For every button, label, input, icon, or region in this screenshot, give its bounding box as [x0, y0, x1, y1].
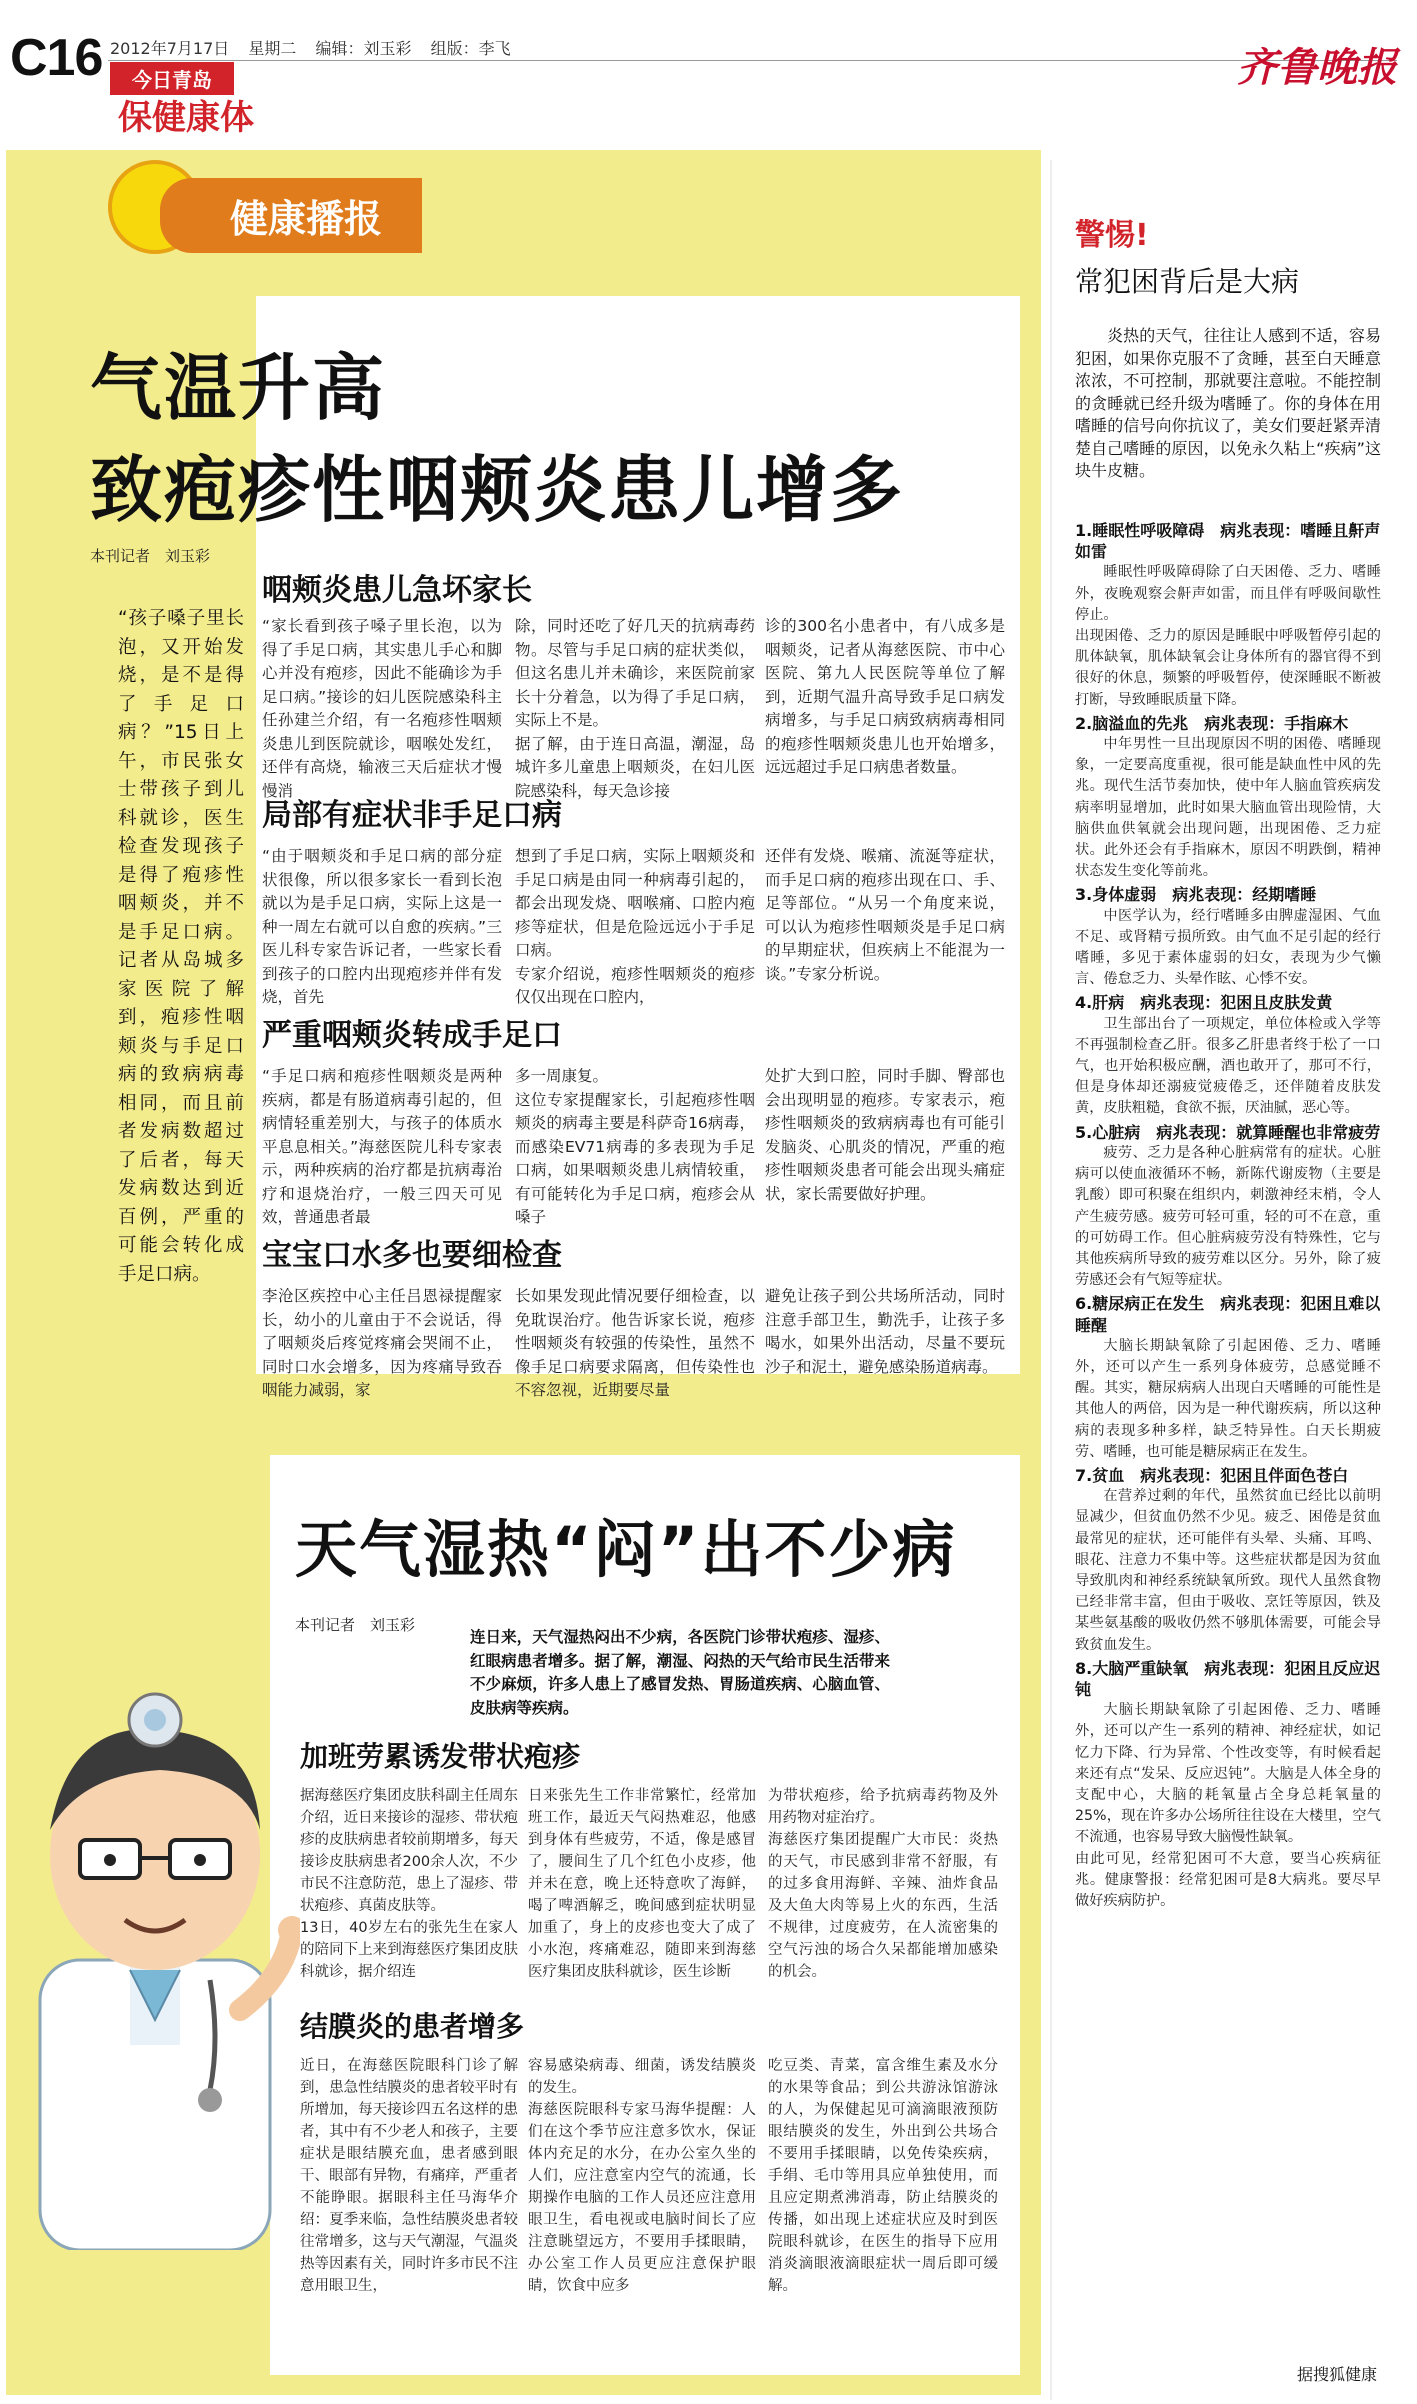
column-text: 想到了手足口病，实际上咽颊炎和手足口病是由同一种病毒引起的，都会出现发烧、咽喉痛、口腔内疱疹等症状，但是危险远远小于手足口病。 专家介绍说，疱疹性咽颊炎的疱疹仅仅出现在口腔内， — [515, 847, 755, 1006]
subhead: 加班劳累诱发带状疱疹 — [300, 1740, 581, 1773]
column-text: “家长看到孩子嗓子里长泡，以为得了手足口病，其实患儿手心和脚心并没有疱疹，因此不能确诊为手足口病。”接诊的妇儿医院感染科主任孙建兰介绍，有一名疱疹性咽颊炎患儿到医院就诊，咽喉处发红，还伴有高烧，输液三天后症状才慢慢消 — [262, 617, 502, 800]
item-text: 卫生部出台了一项规定，单位体检或入学等不再强制检查乙肝。很多乙肝患者终于松了一口气，也开始积极应酬，酒也敢开了，那可不行，但是身体却还溺疲觉疲倦乏，还伴随着皮肤发黄，皮肤粗糙，食欲不振，厌油腻，恶心等。 — [1075, 1015, 1381, 1117]
item-heading: 7.贫血 病兆表现：犯困且伴面色苍白 — [1075, 1465, 1349, 1485]
sidebar-list — [1075, 518, 1381, 1912]
item-heading: 4.肝病 病兆表现：犯困且皮肤发黄 — [1075, 993, 1333, 1013]
editor-credit: 编辑：刘玉彩 — [315, 39, 412, 58]
item-text: 大脑长期缺氧除了引起困倦、乏力、嗜睡外，还可以产生一系列的精神、神经症状，如记忆力下降、行为异常、个性改变等，有时候看起来还有点“发呆、反应迟钝”。大脑是人体全身的支配中心，大脑的耗氧量占全身总耗氧量的25%，现在许多办公场所往往设在大楼里，空气不流通，也容易导致大脑慢性缺氧。 由此可见，经常犯困可不大意，要当心疾病征兆。健康警报：经常犯困可是8大病兆。要尽早做好疾病防护。 — [1075, 1702, 1381, 1909]
subhead: 局部有症状非手足口病 — [262, 798, 562, 833]
section-badge: 健康播报 — [160, 178, 422, 253]
subhead: 严重咽颊炎转成手足口 — [262, 1018, 562, 1053]
column-text: 处扩大到口腔，同时手脚、臀部也会出现明显的疱疹。专家表示，疱疹性咽颊炎的致病病毒也有可能引发脑炎、心肌炎的情况，严重的疱疹性咽颊炎患者可能会出现头痛症状，家长需要做好护理。 — [765, 1067, 1005, 1203]
paper-logo: 齐鲁晚报 — [1237, 44, 1397, 91]
column-text: 为带状疱疹，给予抗病毒药物及外用药物对症治疗。 海慈医疗集团提醒广大市民：炎热的天气，市民感到非常不舒服，有的过多食用海鲜、辛辣、油炸食品及大鱼大肉等易上火的东西，生活不规律，过度疲劳，在人流密集的空气污浊的场合久呆都能增加感染的机会。 — [768, 1788, 998, 1980]
lead-column: “孩子嗓子里长泡，又开始发烧，是不是得了手足口病？”15日上午，市民张女士带孩子到儿科就诊，医生检查发现孩子是得了疱疹性咽颊炎，并不是手足口病。记者从岛城多家医院了解到，疱疹性咽颊炎与手足口病的致病病毒相同，而且前者发病数超过了后者，每天发病数达到近百例，严重的可能会转化成手足口病。 — [118, 608, 244, 1285]
item-text: 睡眠性呼吸障碍除了白天困倦、乏力、嗜睡外，夜晚观察会鼾声如雷，而且伴有呼吸间歇性停止。 出现困倦、乏力的原因是睡眠中呼吸暂停引起的肌体缺氧，肌体缺氧会让身体所有的器官得不到很好的休息，频繁的呼吸暂停，使深睡眠不断被打断，导致睡眠质量下降。 — [1075, 564, 1381, 708]
column-text: 除，同时还吃了好几天的抗病毒药物。尽管与手足口病的症状类似，但这名患儿并未确诊，来医院前家长十分着急，以为得了手足口病，实际上不是。 据了解，由于连日高温，潮湿，岛城许多儿童患上咽颊炎，在妇儿医院感染科，每天急诊接 — [515, 617, 755, 800]
column-text: 日来张先生工作非常繁忙，经常加班工作，最近天气闷热难忍，他感到身体有些疲劳，不适，像是感冒了，腰间生了几个红色小皮疹，他并未在意，晚上还特意吹了海鲜，喝了啤酒解乏，晚间感到症状明显加重了，身上的皮疹也变大了成了小水泡，疼痛难忍，随即来到海慈医疗集团皮肤科就诊，医生诊断 — [528, 1788, 756, 1980]
column-text: “由于咽颊炎和手足口病的部分症状很像，所以很多家长一看到长泡就以为是手足口病，实际上这是一种一周左右就可以自愈的疾病。”三医儿科专家告诉记者，一些家长看到孩子的口腔内出现疱疹并伴有发烧，首先 — [262, 847, 502, 1006]
sidebar-intro: 炎热的天气，往往让人感到不适，容易犯困，如果你克服不了贪睡，甚至白天睡意浓浓，不可控制，那就要注意啦。不能控制的贪睡就已经升级为嗜睡了。你的身体在用嗜睡的信号向你抗议了，美女们要赶紧弄清楚自己嗜睡的原因，以免永久粘上“疾病”这块牛皮糖。 — [1075, 326, 1381, 480]
item-text: 中医学认为，经行嗜睡多由脾虚湿困、气血不足、或肾精亏损所致。由气血不足引起的经行嗜睡，多见于素体虚弱的妇女，表现为少气懒言、倦怠乏力、头晕作眩、心悸不安。 — [1075, 907, 1381, 988]
section-tag: 今日青岛 — [110, 62, 234, 95]
layout-credit: 组版：李飞 — [430, 39, 511, 58]
column-text: 长如果发现此情况要仔细检查，以免耽误治疗。他告诉家长说，疱疹性咽颊炎有较强的传染性，虽然不像手足口病要求隔离，但传染性也不容忽视，近期要尽量 — [515, 1287, 755, 1399]
item-heading: 3.身体虚弱 病兆表现：经期嗜睡 — [1075, 885, 1317, 905]
issue-date: 2012年7月17日 — [110, 39, 230, 58]
page-number: C16 — [10, 29, 103, 87]
column-text: 李沧区疾控中心主任吕恩禄提醒家长，幼小的儿童由于不会说话，得了咽颊炎后疼觉疼痛会哭闹不止，同时口水会增多，因为疼痛导致吞咽能力减弱，家 — [262, 1287, 502, 1399]
item-heading: 8.大脑严重缺氧 病兆表现：犯困且反应迟钝 — [1075, 1658, 1381, 1699]
subhead: 宝宝口水多也要细检查 — [262, 1238, 562, 1273]
subhead: 结膜炎的患者增多 — [300, 2010, 525, 2043]
sidebar-source: 据搜狐健康 — [1296, 2365, 1377, 2384]
article2-lead: 连日来，天气湿热闷出不少病，各医院门诊带状疱疹、湿疹、红眼病患者增多。据了解，潮湿、闷热的天气给市民生活带来不少麻烦，许多人患上了感冒发热、胃肠道疾病、心脑血管、皮肤病等疾病。 — [470, 1628, 890, 1717]
list-item — [1075, 1293, 1381, 1463]
byline: 本刊记者 刘玉彩 — [90, 547, 211, 565]
article2-byline: 本刊记者 刘玉彩 — [295, 1616, 416, 1634]
sidebar-title: 常犯困背后是大病 — [1075, 265, 1300, 298]
list-item — [1075, 992, 1381, 1119]
list-item — [1075, 520, 1381, 711]
headline-line1: 气温升高 — [90, 346, 387, 430]
section-name: 保健康体 — [118, 98, 254, 138]
item-heading: 5.心脏病 病兆表现：就算睡醒也非常疲劳 — [1075, 1122, 1381, 1142]
item-text: 在营养过剩的年代，虽然贫血已经比以前明显减少，但贫血仍然不少见。疲乏、困倦是贫血最常见的症状，还可能伴有头晕、头痛、耳鸣、眼花、注意力不集中等。这些症状都是因为贫血导致肌肉和神经系统缺氧所致。现代人虽然食物已经非常丰富，但由于吸收、烹饪等原因，铁及某些氨基酸的吸收仍然不够肌体需要，可能会导致贫血发生。 — [1075, 1488, 1381, 1653]
headline-line2: 致疱疹性咽颊炎患儿增多 — [90, 448, 905, 532]
column-text: 还伴有发烧、喉痛、流涎等症状，而手足口病的疱疹出现在口、手、足等部位。“从另一个角度来说，可以认为疱疹性咽颊炎是手足口病的早期症状，但疾病上不能混为一谈。”专家分析说。 — [765, 847, 1005, 983]
issue-weekday: 星期二 — [248, 39, 297, 58]
list-item — [1075, 1122, 1381, 1292]
item-text: 大脑长期缺氧除了引起困倦、乏力、嗜睡外，还可以产生一系列身体疲劳，总感觉睡不醒。其实，糖尿病病人出现白天嗜睡的可能性是其他人的两倍，因为是一种代谢疾病，所以这种病的表现多种多样，缺乏特异性。白天长期疲劳、嗜睡，也可能是糖尿病正在发生。 — [1075, 1337, 1381, 1460]
list-item — [1075, 1658, 1381, 1912]
column-text: 容易感染病毒、细菌，诱发结膜炎的发生。 海慈医院眼科专家马海华提醒：人们在这个季节应注意多饮水，保证体内充足的水分，在办公室久坐的人们，应注意室内空气的流通，长期操作电脑的工作人员还应注意用眼卫生，看电视或电脑时间长了应注意眺望远方，不要用手揉眼睛，办公室工作人员更应注意保护眼睛，饮食中应多 — [528, 2058, 756, 2294]
masthead-meta — [110, 36, 525, 59]
item-heading: 6.糖尿病正在发生 病兆表现：犯困且难以睡醒 — [1075, 1294, 1381, 1335]
item-text: 疲劳、乏力是各种心脏病常有的症状。心脏病可以使血液循环不畅，新陈代谢废物（主要是乳酸）即可积聚在组织内，刺激神经末梢，令人产生疲劳感。疲劳可轻可重，轻的可不在意，重的可妨碍工作。但心脏病疲劳没有特殊性，它与其他疾病所导致的疲劳难以区分。另外，除了疲劳感还会有气短等症状。 — [1075, 1144, 1381, 1289]
column-text: 吃豆类、青菜，富含维生素及水分的水果等食品；到公共游泳馆游泳的人，为保健起见可滴滴眼液预防眼结膜炎的发生，外出到公共场合不要用手揉眼睛，以免传染疾病，手绢、毛巾等用具应单独使用，而且应定期煮沸消毒，防止结膜炎的传播，如出现上述症状应及时到医院眼科就诊，在医生的指导下应用消炎滴眼液滴眼症状一周后即可缓解。 — [768, 2058, 998, 2294]
list-item — [1075, 713, 1381, 883]
column-text: 避免让孩子到公共场所活动，同时注意手部卫生，勤洗手，让孩子多喝水，如果外出活动，尽量不要玩沙子和泥土，避免感染肠道病毒。 — [765, 1287, 1005, 1376]
subhead: 咽颊炎患儿急坏家长 — [262, 573, 532, 608]
list-item — [1075, 1465, 1381, 1656]
column-text: 诊的300名小患者中，有八成多是咽颊炎，记者从海慈医院、市中心医院、第九人民医院等单位了解到，近期气温升高导致手足口病发病增多，与手足口病致病病毒相同的疱疹性咽颊炎患儿也开始增多，远远超过手足口病患者数量。 — [765, 617, 1005, 776]
article2-headline: 天气湿热“闷”出不少病 — [295, 1513, 957, 1586]
sidebar-warn: 警惕! — [1075, 218, 1149, 253]
column-text: 多一周康复。 这位专家提醒家长，引起疱疹性咽颊炎的病毒主要是科萨奇16病毒，而感染EV71病毒的多表现为手足口病，如果咽颊炎患儿病情较重，有可能转化为手足口病，疱疹会从嗓子 — [515, 1067, 755, 1226]
item-heading: 1.睡眠性呼吸障碍 病兆表现：嗜睡且鼾声如雷 — [1075, 521, 1381, 562]
item-text: 中年男性一旦出现原因不明的困倦、嗜睡现象，一定要高度重视，很可能是缺血性中风的先兆。现代生活节奏加快，使中年人脑血管疾病发病率明显增加，此时如果大脑血管出现险情，大脑供血供氧就会出现问题，出现困倦、乏力症状。此外还会有手指麻木，原因不明跌倒，精神状态发生变化等前兆。 — [1075, 736, 1381, 880]
item-heading: 2.脑溢血的先兆 病兆表现：手指麻木 — [1075, 713, 1349, 733]
doctor-illustration — [10, 1680, 300, 2250]
column-text: “手足口病和疱疹性咽颊炎是两种疾病，都是有肠道病毒引起的，但病情轻重差别大，与孩子的体质水平息息相关。”海慈医院儿科专家表示，两种疾病的治疗都是抗病毒治疗和退烧治疗，一般三四天可见效，普通患者最 — [262, 1067, 502, 1226]
masthead-rule — [108, 60, 1397, 61]
column-text: 近日，在海慈医院眼科门诊了解到，患急性结膜炎的患者较平时有所增加，每天接诊四五名这样的患者，其中有不少老人和孩子，主要症状是眼结膜充血，患者感到眼干、眼部有异物，有痛痒，严重者不能睁眼。据眼科主任马海华介绍：夏季来临，急性结膜炎患者较往常增多，这与天气潮湿，气温炎热等因素有关，同时许多市民不注意用眼卫生， — [300, 2058, 518, 2294]
column-text: 据海慈医疗集团皮肤科副主任周东介绍，近日来接诊的湿疹、带状疱疹的皮肤病患者较前期增多，每天接诊皮肤病患者200余人次，不少市民不注意防范，患上了湿疹、带状疱疹、真菌皮肤等。 13日，40岁左右的张先生在家人的陪同下上来到海慈医疗集团皮肤科就诊，据介绍连 — [300, 1788, 518, 1980]
list-item — [1075, 884, 1381, 990]
